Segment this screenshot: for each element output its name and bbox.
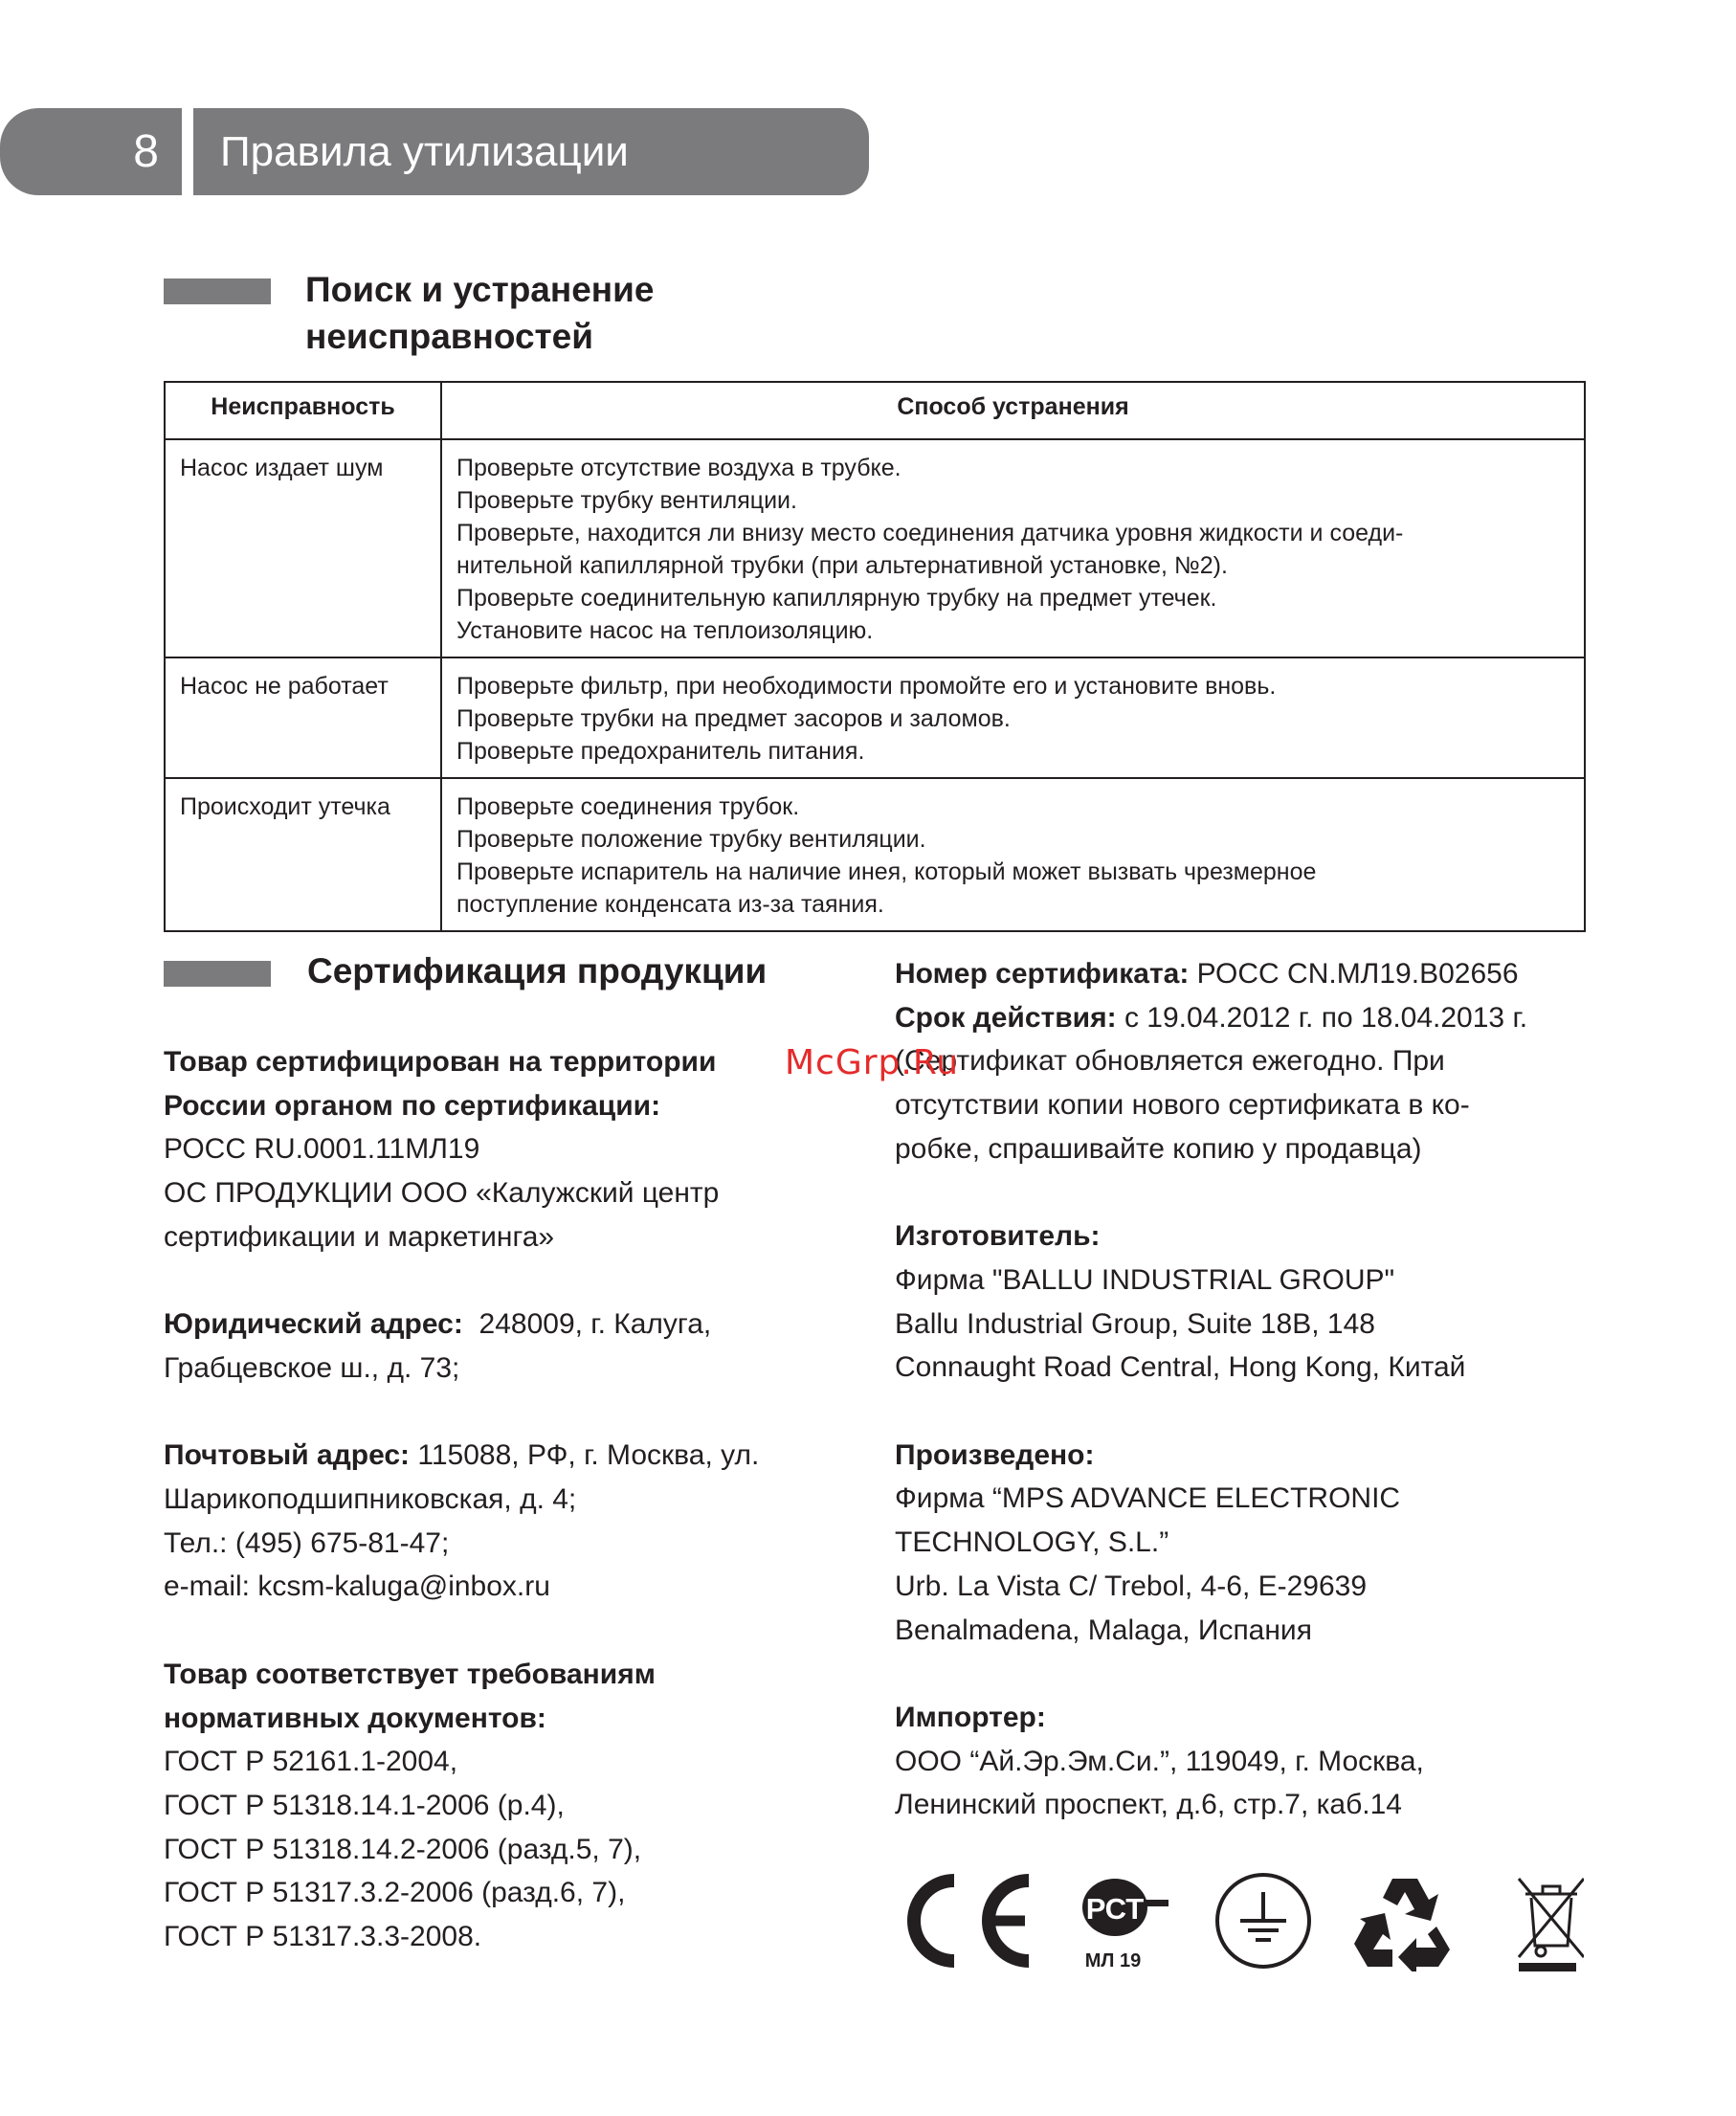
importer-label: Импортер: <box>895 1701 1046 1733</box>
postal-address: Шарикоподшипниковская, д. 4; <box>164 1483 577 1516</box>
section-marker-bar <box>164 961 271 987</box>
column-header-fault: Неисправность <box>165 382 441 439</box>
section-marker-bar <box>164 278 271 304</box>
page-header-title: Правила утилизации <box>193 108 869 195</box>
watermark: McGrp.Ru <box>785 1043 960 1082</box>
produced-info: TECHNOLOGY, S.L.” <box>895 1526 1169 1559</box>
manufacturer-info: Фирма "BALLU INDUSTRIAL GROUP" <box>895 1263 1395 1296</box>
table-row <box>165 657 1585 778</box>
weee-underline-bar <box>1519 1963 1576 1971</box>
importer-info: Ленинский проспект, д.6, стр.7, каб.14 <box>895 1789 1402 1821</box>
troubleshooting-title: Поиск и устранение неисправностей <box>305 270 655 356</box>
email-address: e-mail: kcsm-kaluga@inbox.ru <box>164 1570 550 1603</box>
manufacturer-label: Изготовитель: <box>895 1220 1101 1253</box>
svg-text:РСТ: РСТ <box>1085 1892 1145 1926</box>
produced-info: Фирма “MPS ADVANCE ELECTRONIC <box>895 1482 1401 1515</box>
norm-item: ГОСТ Р 51318.14.1-2006 (р.4), <box>164 1789 565 1821</box>
norm-item: ГОСТ Р 51317.3.3-2008. <box>164 1921 482 1953</box>
norms-heading: Товар соответствует требованиям <box>164 1658 656 1690</box>
legal-address: Грабцевское ш., д. 73; <box>164 1351 460 1384</box>
recycle-icon <box>1354 1879 1450 1971</box>
rst-certification-icon <box>1082 1879 1168 1971</box>
legal-address: Юридический адрес: 248009, г. Калуга, <box>164 1308 712 1341</box>
importer-info: ООО “Ай.Эр.Эм.Си.”, 119049, г. Москва, <box>895 1745 1424 1777</box>
certificate-number: Номер сертификата: РОСС CN.МЛ19.В02656 <box>895 958 1519 990</box>
norm-item: ГОСТ Р 51317.3.2-2006 (разд.6, 7), <box>164 1877 626 1909</box>
certification-title: Сертификация продукции <box>307 951 768 991</box>
produced-info: Urb. La Vista C/ Trebol, 4-6, E-29639 <box>895 1570 1368 1602</box>
manufacturer-info: Ballu Industrial Group, Suite 18B, 148 <box>895 1307 1375 1340</box>
certificate-note: (Сертификат обновляется ежегодно. При <box>895 1045 1445 1078</box>
solution-cell: Проверьте фильтр, при необходимости промойте его и установите вновь. Проверьте трубки на предмет засоров и заломов. Проверьте предохранитель питания. <box>441 657 1585 778</box>
norms-heading: нормативных документов: <box>164 1702 546 1734</box>
produced-info: Benalmadena, Malaga, Испания <box>895 1614 1312 1646</box>
postal-address: Почтовый адрес: 115088, РФ, г. Москва, ул. <box>164 1439 760 1472</box>
certification-left-column <box>164 1040 834 1959</box>
norm-item: ГОСТ Р 52161.1-2004, <box>164 1746 458 1778</box>
certified-heading: России органом по сертификации: <box>164 1089 661 1122</box>
certification-right-column <box>895 952 1622 1827</box>
troubleshooting-table <box>164 381 1586 932</box>
norm-item: ГОСТ Р 51318.14.2-2006 (разд.5, 7), <box>164 1833 642 1865</box>
certification-body-code: РОСС RU.0001.11МЛ19 <box>164 1133 480 1166</box>
solution-cell: Проверьте отсутствие воздуха в трубке. Проверьте трубку вентиляции. Проверьте, находится ли внизу место соединения датчика уровня жидкости и соеди- нительной капиллярной трубки (при альтернативной установке, №2). Проверьте соединительную капиллярную трубку на предмет утечек. Установите насос на теплоизоляцию. <box>441 439 1585 657</box>
table-header-row <box>165 382 1585 439</box>
certified-heading: Товар сертифицирован на территории <box>164 1046 717 1078</box>
certificate-validity: Срок действия: с 19.04.2012 г. по 18.04.2013 г. <box>895 1001 1528 1034</box>
certification-body-name: сертификации и маркетинга» <box>164 1220 555 1253</box>
solution-cell: Проверьте соединения трубок. Проверьте положение трубку вентиляции. Проверьте испаритель на наличие инея, который может вызвать чрезмерное поступление конденсата из-за таяния. <box>441 778 1585 931</box>
table-row <box>165 778 1585 931</box>
certificate-note: отсутствии копии нового сертификата в ко- <box>895 1089 1470 1122</box>
ground-symbol-icon <box>1217 1875 1309 1967</box>
produced-label: Произведено: <box>895 1438 1095 1471</box>
fault-cell: Насос издает шум <box>165 439 441 657</box>
fault-cell: Происходит утечка <box>165 778 441 931</box>
weee-bin-icon <box>1519 1879 1584 1957</box>
manufacturer-info: Connaught Road Central, Hong Kong, Китай <box>895 1351 1466 1384</box>
fault-cell: Насос не работает <box>165 657 441 778</box>
page-number: 8 <box>0 108 182 195</box>
column-header-solution: Способ устранения <box>441 382 1585 439</box>
table-row <box>165 439 1585 657</box>
certificate-note: робке, спрашивайте копию у продавца) <box>895 1132 1422 1165</box>
svg-text:МЛ 19: МЛ 19 <box>1084 1950 1142 1971</box>
certification-body-name: ОС ПРОДУКЦИИ ООО «Калужский центр <box>164 1177 720 1210</box>
certification-marks <box>895 1871 1584 1971</box>
phone-number: Тел.: (495) 675-81-47; <box>164 1526 450 1559</box>
ce-mark-icon <box>914 1881 1029 1961</box>
